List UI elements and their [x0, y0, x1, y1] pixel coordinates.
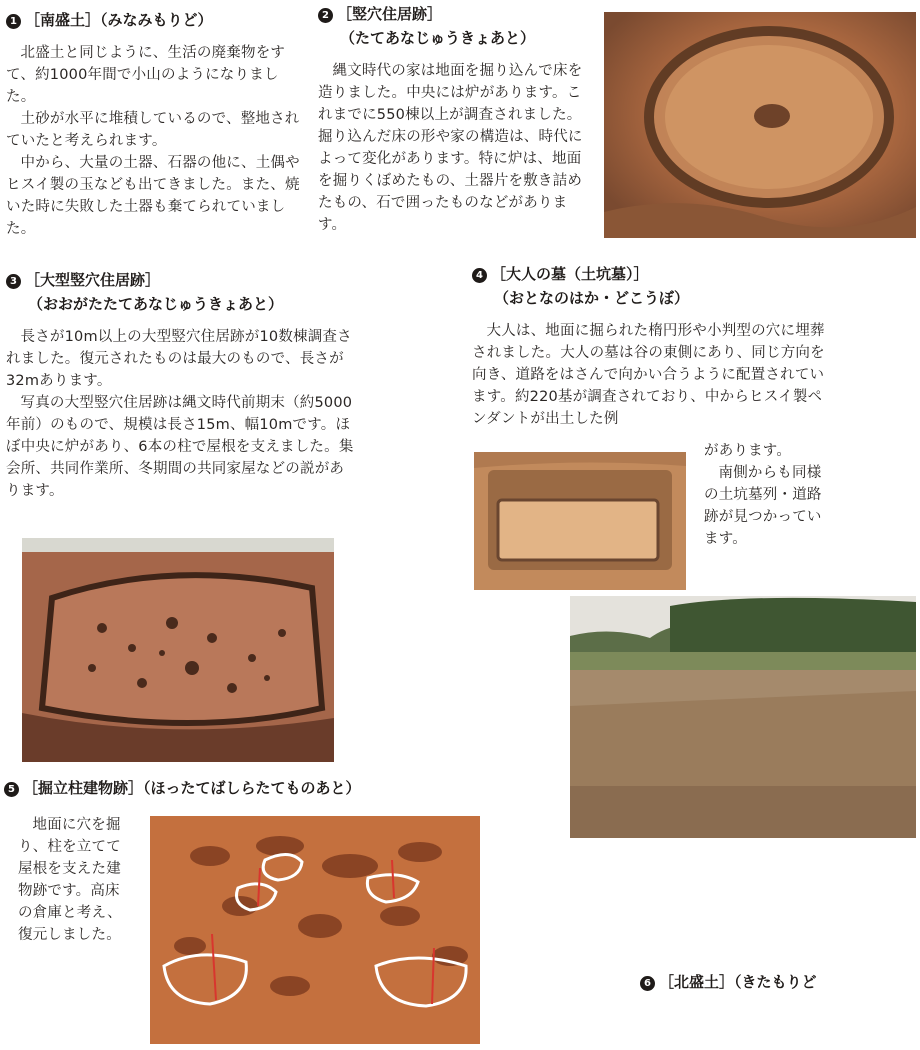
- section-heading: [472, 262, 832, 286]
- section-body: [6, 42, 300, 240]
- paragraph: 土砂が水平に堆積しているので、整地されていたと考えられます。: [6, 111, 300, 149]
- section-ogata-tateana: [6, 268, 356, 502]
- section-heading: [318, 2, 588, 26]
- section-title: ［大型竪穴住居跡］: [25, 271, 161, 289]
- section-hottate-body: [18, 814, 134, 946]
- section-number-badge: 6: [640, 976, 655, 991]
- post-holes-photo: [150, 816, 480, 1044]
- paragraph: 中から、大量の土器、石器の他に、土偶やヒスイ製の玉なども出てきました。また、焼いた時に失敗した土器も棄てられていました。: [6, 155, 300, 237]
- paragraph: 大人は、地面に掘られた楕円形や小判型の穴に埋葬されました。大人の墓は谷の東側にあり、同じ方向を向き、道路をはさんで向かい合うように配置されています。約220基が調査されており、中からヒスイ製ペンダントが出土した例: [472, 323, 825, 427]
- paragraph: 地面に穴を掘り、柱を立てて屋根を支えた建物跡です。高床の倉庫と考え、復元しました。: [18, 817, 122, 943]
- section-heading: [6, 8, 300, 32]
- section-kita-morido: [640, 970, 910, 994]
- section-body: [318, 60, 588, 236]
- paragraph: 縄文時代の家は地面を掘り込んで床を造りました。中央には炉があります。これまでに550棟以上が調査されました。掘り込んだ床の形や家の構造は、時代によって変化があります。特に炉は、地面を掘りくぼめたもの、土器片を敷き詰めたもの、石で囲ったものなどがあります。: [318, 63, 583, 233]
- section-title: ［大人の墓（土坑墓）］: [491, 265, 649, 283]
- section-otona-no-haka: [472, 262, 832, 430]
- paragraph: 北盛土と同じように、生活の廃棄物をすて、約1000年間で小山のようになりました。: [6, 45, 286, 105]
- south-grave-row-photo: [570, 596, 916, 838]
- section-title: ［竪穴住居跡］: [337, 5, 443, 23]
- paragraph: 長さが10m以上の大型竪穴住居跡が10数棟調査されました。復元されたものは最大のもので、長さが32mあります。: [6, 329, 352, 389]
- section-number-badge: 2: [318, 8, 333, 23]
- section-body: [6, 326, 356, 502]
- paragraph: 南側からも同様の土坑墓列・道路跡が見つかっています。: [704, 465, 822, 547]
- section-reading: （おとなのはか・どこうぼ）: [494, 289, 690, 307]
- section-title: ［掘立柱建物跡］（ほったてばしらたてものあと）: [23, 779, 361, 797]
- section-number-badge: 1: [6, 14, 21, 29]
- section-number-badge: 5: [4, 782, 19, 797]
- section-heading: [6, 268, 356, 292]
- wrap-line: があります。: [704, 443, 792, 459]
- paragraph: 写真の大型竪穴住居跡は縄文時代前期末（約5000年前）のもので、規模は長さ15m、幅10mです。ほぼ中央に炉があり、6本の柱で屋根を支えました。集会所、共同作業所、冬期間の共同家屋などの説があります。: [6, 395, 354, 499]
- section-minami-morido: [6, 8, 300, 240]
- section-heading: [4, 776, 404, 800]
- section-body: [472, 320, 832, 430]
- section-hottate-bashira: [4, 776, 404, 800]
- section-reading: （おおがたたてあなじゅうきょあと）: [28, 295, 284, 313]
- section-otona-wrap-text: [704, 440, 830, 550]
- section-tateana-jukyo: [318, 2, 588, 236]
- section-title: ［北盛土］（きたもりど: [659, 973, 817, 991]
- section-number-badge: 3: [6, 274, 21, 289]
- section-title: ［南盛土］（みなみもりど）: [25, 11, 213, 29]
- section-number-badge: 4: [472, 268, 487, 283]
- section-heading: [640, 970, 910, 994]
- grave-pit-photo: [474, 452, 686, 590]
- pit-dwelling-photo: [604, 12, 916, 238]
- large-pit-dwelling-photo: [22, 538, 334, 762]
- section-reading: （たてあなじゅうきょあと）: [340, 29, 536, 47]
